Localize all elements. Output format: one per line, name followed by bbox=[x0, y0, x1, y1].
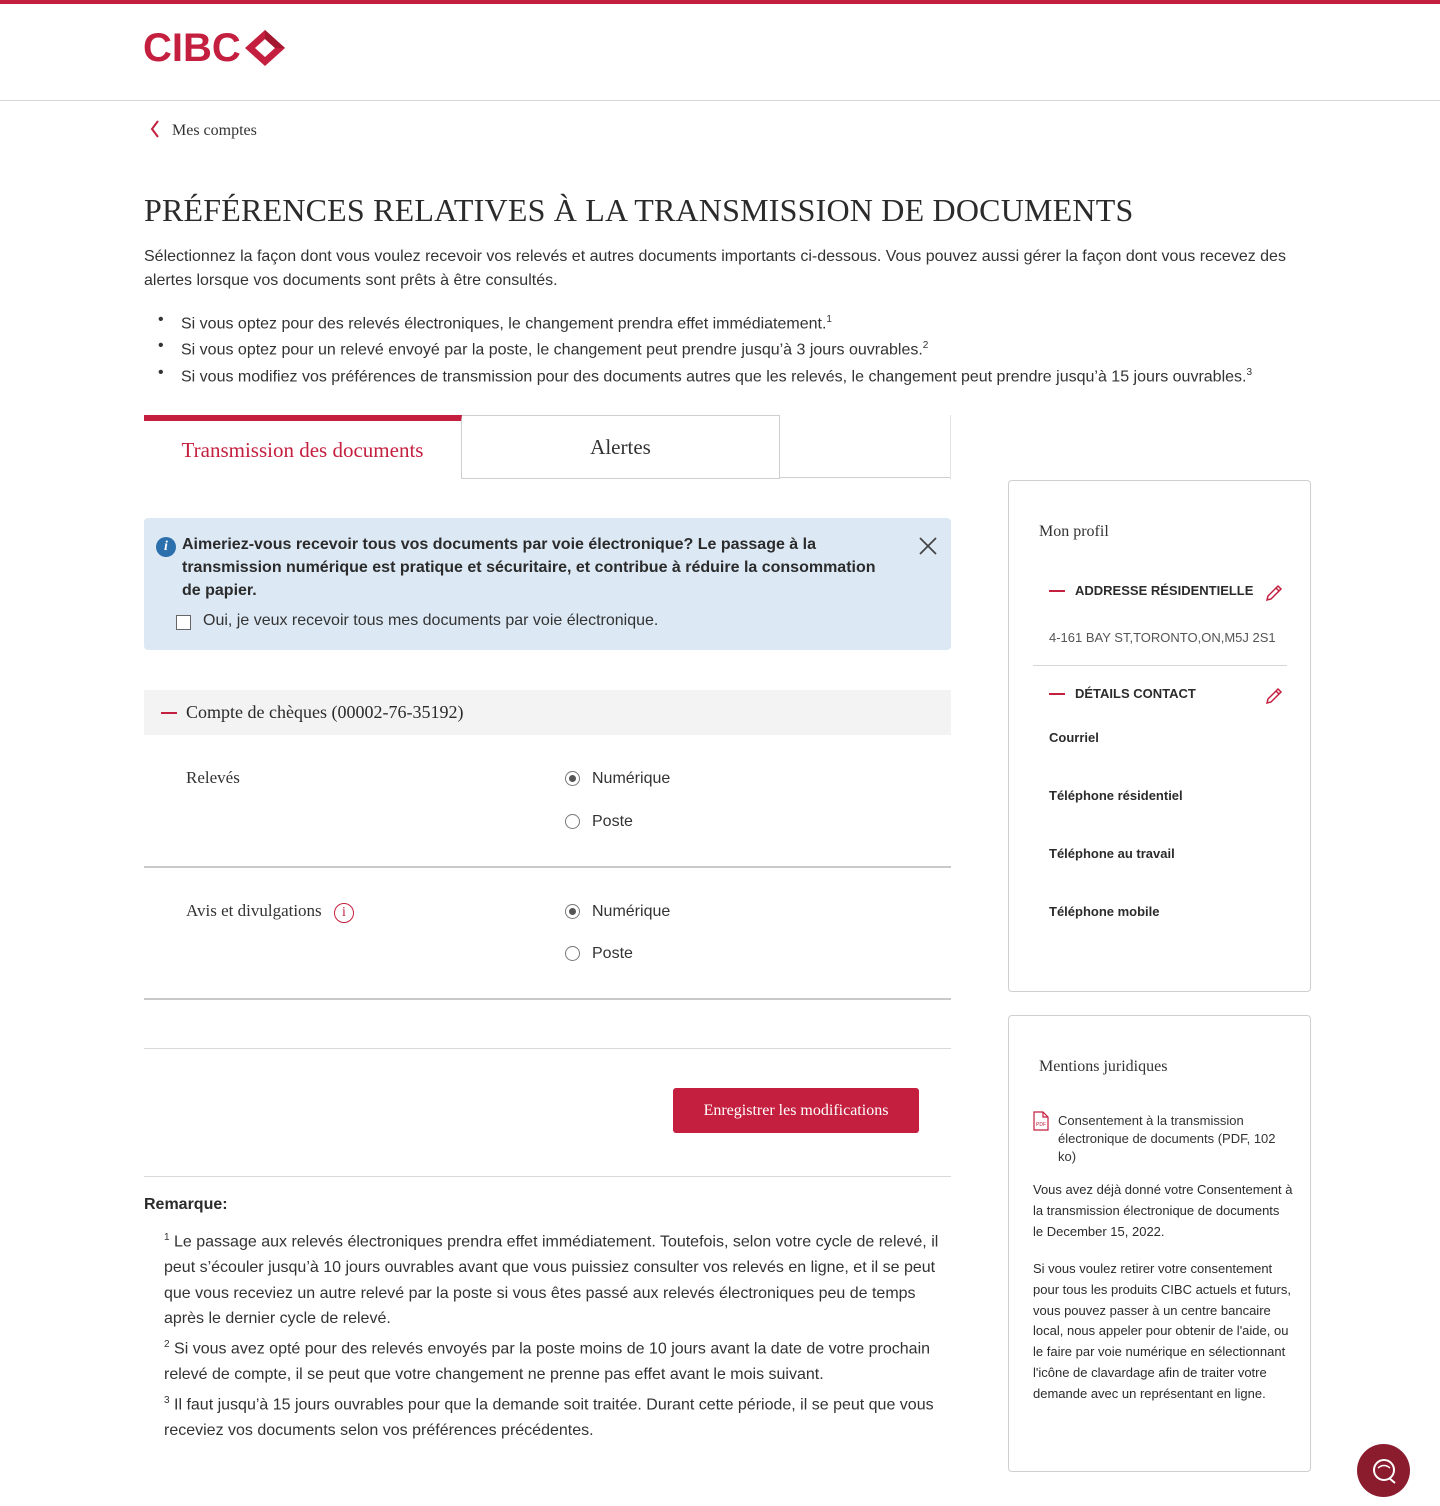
tab-bar bbox=[144, 415, 951, 479]
withdraw-consent-text: Si vous voulez retirer votre consentement pour tous les produits CIBC actuels et futurs, vous pouvez passer à un centre bancaire local, nous appeler pour obtenir de l'aide, ou le faire par voie numérique en sélectionnant l'icône de clavardage afin de traiter votre demande avec un représentant en ligne. bbox=[1033, 1261, 1291, 1401]
footnotes bbox=[164, 1225, 954, 1444]
edit-address-pencil-icon[interactable] bbox=[1264, 583, 1284, 603]
notices-digital-label[interactable]: Numérique bbox=[592, 903, 671, 920]
all-electronic-checkbox-label[interactable]: Oui, je veux recevoir tous mes documents par voie électronique. bbox=[203, 612, 659, 629]
collapse-icon bbox=[161, 712, 177, 714]
statements-digital-radio[interactable] bbox=[565, 771, 580, 786]
profile-title: Mon profil bbox=[1039, 523, 1109, 540]
svg-text:PDF: PDF bbox=[1036, 1122, 1046, 1128]
profile-card bbox=[1008, 480, 1311, 992]
notices-digital-radio[interactable] bbox=[565, 904, 580, 919]
go-paperless-banner bbox=[144, 518, 951, 650]
card-divider bbox=[1033, 665, 1287, 666]
notes-title: Remarque: bbox=[144, 1196, 228, 1213]
legal-card bbox=[1008, 1015, 1311, 1472]
statements-digital-label[interactable]: Numérique bbox=[592, 770, 671, 787]
account-label: Compte de chèques (00002-76-35192) bbox=[186, 702, 464, 722]
logo-diamond-icon bbox=[243, 28, 287, 68]
tab-bar-baseline bbox=[780, 477, 951, 478]
contact-mobile-phone: Téléphone mobile bbox=[1049, 904, 1160, 919]
tab-document-delivery[interactable]: Transmission des documents bbox=[144, 415, 462, 479]
account-accordion-header[interactable] bbox=[144, 690, 951, 735]
contact-heading[interactable]: DÉTAILS CONTACT bbox=[1049, 686, 1196, 701]
page-title: PRÉFÉRENCES RELATIVES À LA TRANSMISSION DE DOCUMENTS bbox=[144, 192, 1134, 228]
close-icon[interactable] bbox=[918, 536, 938, 556]
section-divider bbox=[144, 1176, 951, 1177]
notices-mail-radio[interactable] bbox=[565, 946, 580, 961]
section-divider bbox=[144, 1048, 951, 1049]
save-changes-button[interactable]: Enregistrer les modifications bbox=[673, 1088, 919, 1133]
page-intro: Sélectionnez la façon dont vous voulez recevoir vos relevés et autres documents importants ci-dessous. Vous pouvez aussi gérer la façon dont vous recevez des alertes lorsque vos documents sont prêts à être consultés. bbox=[144, 248, 1286, 289]
all-electronic-checkbox[interactable] bbox=[176, 615, 191, 630]
tab-bar-edge bbox=[950, 415, 951, 479]
logo-wordmark: CIBC bbox=[143, 26, 241, 70]
info-icon: i bbox=[156, 537, 176, 557]
bullet-item: • Si vous modifiez vos préférences de transmission pour des documents autres que les relevés, le changement peut prendre jusqu’à 15 jours ouvrables.$^3$ bbox=[158, 362, 1318, 388]
residential-address: 4-161 BAY ST,TORONTO,ON,M5J 2S1 bbox=[1049, 630, 1276, 645]
tab-alerts[interactable]: Alertes bbox=[462, 415, 780, 479]
collapse-icon bbox=[1049, 590, 1065, 592]
contact-home-phone: Téléphone résidentiel bbox=[1049, 788, 1183, 803]
bullet-item: • Si vous optez pour un relevé envoyé par la poste, le changement peut prendre jusqu’à 3 jours ouvrables.$^2$ bbox=[158, 335, 1318, 361]
statements-label: Relevés bbox=[186, 768, 240, 787]
contact-work-phone: Téléphone au travail bbox=[1049, 846, 1175, 861]
chevron-left-icon bbox=[150, 120, 160, 142]
row-divider bbox=[144, 998, 951, 1000]
pdf-icon bbox=[1033, 1111, 1049, 1131]
cibc-logo[interactable] bbox=[143, 28, 287, 68]
footnote-item: $^1$ Le passage aux relevés électroniques prendra effet immédiatement. Toutefois, selon votre cycle de relevé, il peut s’écouler jusqu’à 10 jours ouvrables avant que vous puissiez consulter vos relevés en ligne, et il se peut que vous receviez un autre relevé par la poste si vous êtes passé aux relevés électroniques peu de temps après le dernier cycle de relevé. bbox=[164, 1232, 939, 1328]
banner-message: Aimeriez-vous recevoir tous vos documents par voie électronique? Le passage à la transmission numérique est pratique et sécuritaire, et contribue à réduire la consommation de papier. bbox=[182, 536, 876, 599]
consent-given-text: Vous avez déjà donné votre Consentement à la transmission électronique de documents le December 15, 2022. bbox=[1033, 1182, 1293, 1239]
statements-mail-label[interactable]: Poste bbox=[592, 813, 633, 830]
address-heading[interactable]: ADDRESSE RÉSIDENTIELLE bbox=[1049, 583, 1253, 598]
footnote-item: $^3$ Il faut jusqu’à 15 jours ouvrables pour que la demande soit traitée. Durant cette période, il se peut que vous receviez vos documents selon vos préférences précédentes. bbox=[164, 1394, 934, 1439]
info-bullets bbox=[158, 309, 1318, 388]
notices-mail-label[interactable]: Poste bbox=[592, 945, 633, 962]
legal-title: Mentions juridiques bbox=[1039, 1058, 1168, 1075]
row-divider bbox=[144, 866, 951, 868]
back-link[interactable] bbox=[150, 120, 257, 142]
site-header bbox=[0, 4, 1440, 101]
edit-contact-pencil-icon[interactable] bbox=[1264, 686, 1284, 706]
footnote-item: $^2$ Si vous avez opté pour des relevés envoyés par la poste moins de 10 jours avant la date de votre prochain relevé de compte, il se peut que votre changement ne prenne pas effet avant le mois suivant. bbox=[164, 1339, 931, 1384]
chat-bubble-icon[interactable] bbox=[1357, 1444, 1410, 1497]
back-link-label: Mes comptes bbox=[172, 122, 257, 139]
statements-mail-radio[interactable] bbox=[565, 814, 580, 829]
bullet-item: • Si vous optez pour des relevés électroniques, le changement prendra effet immédiatement.$^1$ bbox=[158, 309, 1318, 335]
collapse-icon bbox=[1049, 693, 1065, 695]
contact-email: Courriel bbox=[1049, 730, 1099, 745]
notices-info-icon[interactable]: i bbox=[334, 903, 354, 923]
notices-label: Avis et divulgations bbox=[186, 901, 322, 920]
consent-pdf-link[interactable]: Consentement à la transmission électronique de documents (PDF, 102 ko) bbox=[1058, 1113, 1276, 1164]
